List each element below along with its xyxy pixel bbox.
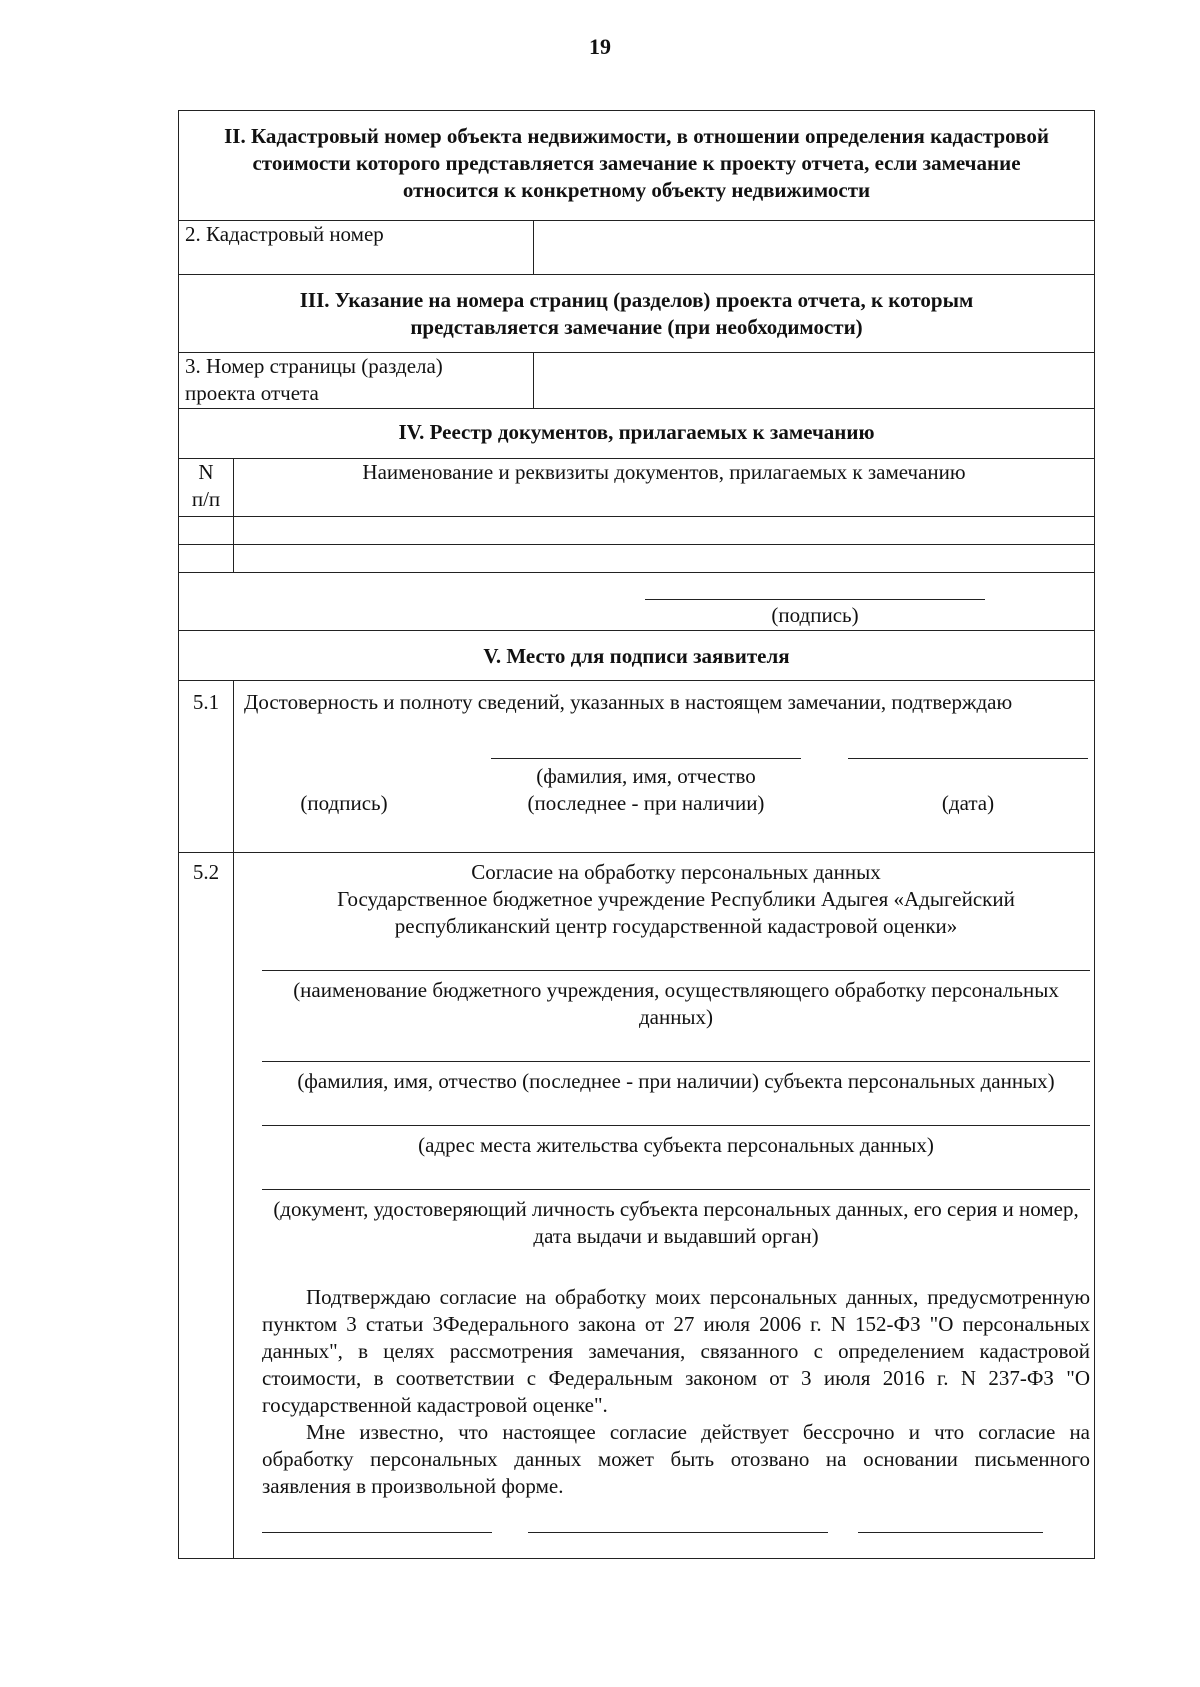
item-5-1-cell bbox=[234, 681, 1095, 853]
remark-form-table bbox=[178, 110, 1095, 1559]
institution-name: Государственное бюджетное учреждение Республики Адыгея «Адыгейский республиканский центр государственной кадастровой оценки» bbox=[337, 887, 1015, 938]
documents-signature-area bbox=[179, 573, 1095, 631]
item-5-1-number: 5.1 bbox=[179, 681, 234, 853]
item-5-1-captions bbox=[244, 759, 1088, 817]
consent-name-line[interactable] bbox=[528, 1530, 828, 1533]
consent-date-line[interactable] bbox=[858, 1530, 1043, 1533]
document-row-1-name[interactable] bbox=[234, 517, 1095, 545]
subject-name-line[interactable] bbox=[262, 1031, 1090, 1062]
applicant-signature-caption: (подпись) bbox=[300, 791, 388, 815]
consent-title: Согласие на обработку персональных данных bbox=[471, 860, 881, 884]
id-document-line[interactable] bbox=[262, 1159, 1090, 1190]
page-number: 19 bbox=[589, 34, 611, 59]
page-number-label: 3. Номер страницы (раздела) проекта отчета bbox=[179, 353, 534, 409]
cadastral-number-field[interactable] bbox=[534, 221, 1095, 275]
applicant-name-line[interactable] bbox=[491, 756, 801, 759]
address-line[interactable] bbox=[262, 1095, 1090, 1126]
applicant-name-caption: (фамилия, имя, отчество (последнее - при наличии) bbox=[527, 764, 765, 815]
confirmation-text: Достоверность и полноту сведений, указанных в настоящем замечании, подтверждаю bbox=[244, 690, 1013, 714]
applicant-date-line[interactable] bbox=[848, 756, 1088, 759]
institution-line[interactable] bbox=[262, 940, 1090, 971]
cadastral-number-label: 2. Кадастровый номер bbox=[179, 221, 534, 275]
item-5-2-cell bbox=[234, 853, 1095, 1559]
address-caption: (адрес места жительства субъекта персональных данных) bbox=[418, 1133, 934, 1157]
report-page-number-field[interactable] bbox=[534, 353, 1095, 409]
applicant-date-caption: (дата) bbox=[941, 791, 995, 815]
section-5-heading: V. Место для подписи заявителя bbox=[179, 631, 1095, 681]
column-number-header: N п/п bbox=[179, 459, 234, 517]
section-2-heading: II. Кадастровый номер объекта недвижимости, в отношении определения кадастровой стоимости которого представляется замечание к проекту отчета, если замечание относится к конкретному объекту недвижимости bbox=[179, 111, 1095, 221]
consent-paragraph-1: Подтверждаю согласие на обработку моих персональных данных, предусмотренную пунктом 3 статьи 3Федерального закона от 27 июля 2006 г. N 152-ФЗ "О персональных данных", в целях рассмотрения замечания, связанного с определением кадастровой стоимости, в соответствии с Федеральным законом от 3 июля 2016 г. N 237-ФЗ "О государственной кадастровой оценке". bbox=[262, 1285, 1091, 1417]
document-row-2-name[interactable] bbox=[234, 545, 1095, 573]
institution-caption: (наименование бюджетного учреждения, осуществляющего обработку персональных данных) bbox=[293, 978, 1059, 1029]
id-document-caption: (документ, удостоверяющий личность субъекта персональных данных, его серия и номер, дата выдачи и выдавший орган) bbox=[273, 1197, 1079, 1248]
item-5-2-number: 5.2 bbox=[179, 853, 234, 1559]
document-row-2-number[interactable] bbox=[179, 545, 234, 573]
consent-paragraph-2: Мне известно, что настоящее согласие действует бессрочно и что согласие на обработку персональных данных может быть отозвано на основании письменного заявления в произвольной форме. bbox=[262, 1420, 1091, 1498]
column-document-name-header: Наименование и реквизиты документов, прилагаемых к замечанию bbox=[234, 459, 1095, 517]
item-5-2-lines bbox=[262, 1530, 1090, 1533]
consent-signature-line[interactable] bbox=[262, 1530, 492, 1533]
document-row-1-number[interactable] bbox=[179, 517, 234, 545]
subject-name-caption: (фамилия, имя, отчество (последнее - при наличии) субъекта персональных данных) bbox=[297, 1069, 1055, 1093]
section-4-heading: IV. Реестр документов, прилагаемых к замечанию bbox=[179, 409, 1095, 459]
documents-signature-caption: (подпись) bbox=[771, 603, 859, 627]
section-3-heading: III. Указание на номера страниц (разделов) проекта отчета, к которым представляется замечание (при необходимости) bbox=[179, 275, 1095, 353]
